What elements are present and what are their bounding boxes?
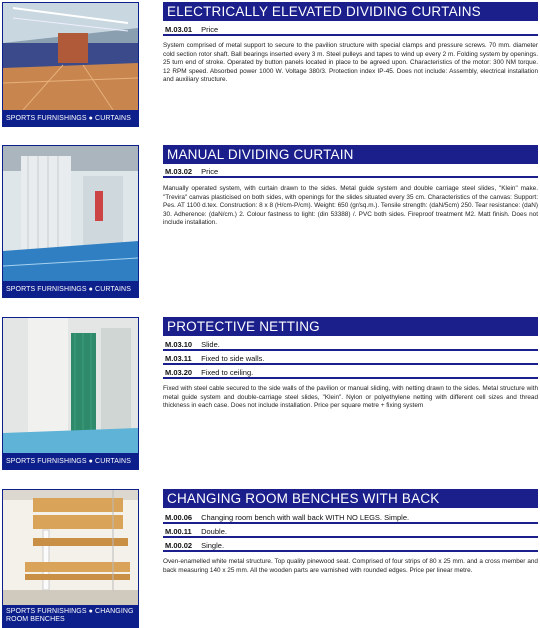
product-code: M.03.11: [165, 354, 192, 363]
section-title: CHANGING ROOM BENCHES WITH BACK: [163, 489, 538, 508]
section-title: PROTECTIVE NETTING: [163, 317, 538, 336]
product-code-label: Changing room bench with wall back WITH NO LEGS. Simple.: [201, 513, 410, 522]
product-code-label: Slide.: [201, 340, 220, 349]
price-code-row: [163, 339, 538, 351]
gym-manual-curtain-photo: [3, 146, 138, 281]
price-code-row: [163, 540, 538, 552]
section-title: ELECTRICALLY ELEVATED DIVIDING CURTAINS: [163, 2, 538, 21]
changing-bench-photo: [3, 490, 138, 605]
product-thumbnail: [2, 317, 139, 470]
product-code-label: Price: [201, 25, 219, 34]
section-description: Manually operated system, with curtain drawn to the sides. Metal guide system and double carriage steel slides, "Klein" make. "Trevira" canvas plasticised on both sides, with openings for the slides situated every 35 cm. Characteristics of the canvas: Support: Pes. AT 1100 d.tex. Construction: 8 x 8 (H/cm-P/cm). Weight: 650 (gr/sq.m.). Tensile strength: (daN/5cm) 250. Tear resistance: (daN) 30. Adherence: (daN/cm.) 2. Colour fastness to light: (din 53388) /. PVC both sides. Fireproof treatment M2. Matt finish. Does not include installation.: [163, 185, 538, 227]
product-thumbnail: [2, 489, 139, 628]
product-code: M.03.20: [165, 368, 193, 377]
product-code-label: Price: [201, 167, 219, 176]
product-code-label: Single.: [201, 541, 225, 550]
section-description: Oven-enamelled white metal structure. Top quality pinewood seat. Comprised of four strips of 80 x 25 mm. and a cross member and back measuring 140 x 25 mm. All the wooden parts are varnished with rounded edges. Price per linear metre.: [163, 558, 538, 574]
gym-electric-curtain-photo: [3, 3, 138, 110]
price-code-row: [163, 512, 538, 524]
product-code: M.03.01: [165, 25, 193, 34]
thumbnail-caption: SPORTS FURNISHINGS ● CURTAINS: [6, 286, 131, 293]
price-code-row: [163, 526, 538, 538]
product-thumbnail: [2, 145, 139, 298]
product-thumbnail: [2, 2, 139, 127]
price-code-row: [163, 166, 538, 178]
product-code: M.03.02: [165, 167, 193, 176]
thumbnail-caption: SPORTS FURNISHINGS ● CURTAINS: [6, 458, 131, 465]
product-code-label: Double.: [201, 527, 227, 536]
section-title: MANUAL DIVIDING CURTAIN: [163, 145, 538, 164]
product-code: M.03.10: [165, 340, 193, 349]
price-code-row: [163, 367, 538, 379]
product-code: M.00.06: [165, 513, 193, 522]
thumbnail-caption: SPORTS FURNISHINGS ● CHANGING ROOM BENCHES: [6, 608, 134, 623]
product-code-label: Fixed to ceiling.: [201, 368, 254, 377]
product-code: M.00.11: [165, 527, 192, 536]
price-code-row: [163, 353, 538, 365]
product-code: M.00.02: [165, 541, 193, 550]
section-description: System comprised of metal support to secure to the pavilion structure with special clamps and pressure screws. 70 mm. diameter cold section rotor shaft. Ball bearings inserted every 3 m. Steel pulleys and tapes to wind up every 2 m. Folding system by openings. 25 turn end of stroke. Operated by button panels located in place to be agreed upon. Characteristics of the motor: 300 NM torque. 12 RPM speed. Absorbed power 1000 W. Voltage 380/3. Protection index IP-45. Does not include: Assembly, electrical installation and auxiliary structure.: [163, 42, 538, 84]
section-description: Fixed with steel cable secured to the side walls of the pavilion or manual sliding, with netting drawn to the sides. Metal structure with metal guide system and double-carriage steel slides, "Klein". Nylon or polyethylene netting with different cell sizes and thread thickness in each case. Does not include installation. Price per square metre + fixing system: [163, 385, 538, 410]
thumbnail-caption: SPORTS FURNISHINGS ● CURTAINS: [6, 115, 131, 122]
gym-netting-photo: [3, 318, 138, 453]
price-code-row: [163, 24, 538, 36]
product-code-label: Fixed to side walls.: [201, 354, 265, 363]
